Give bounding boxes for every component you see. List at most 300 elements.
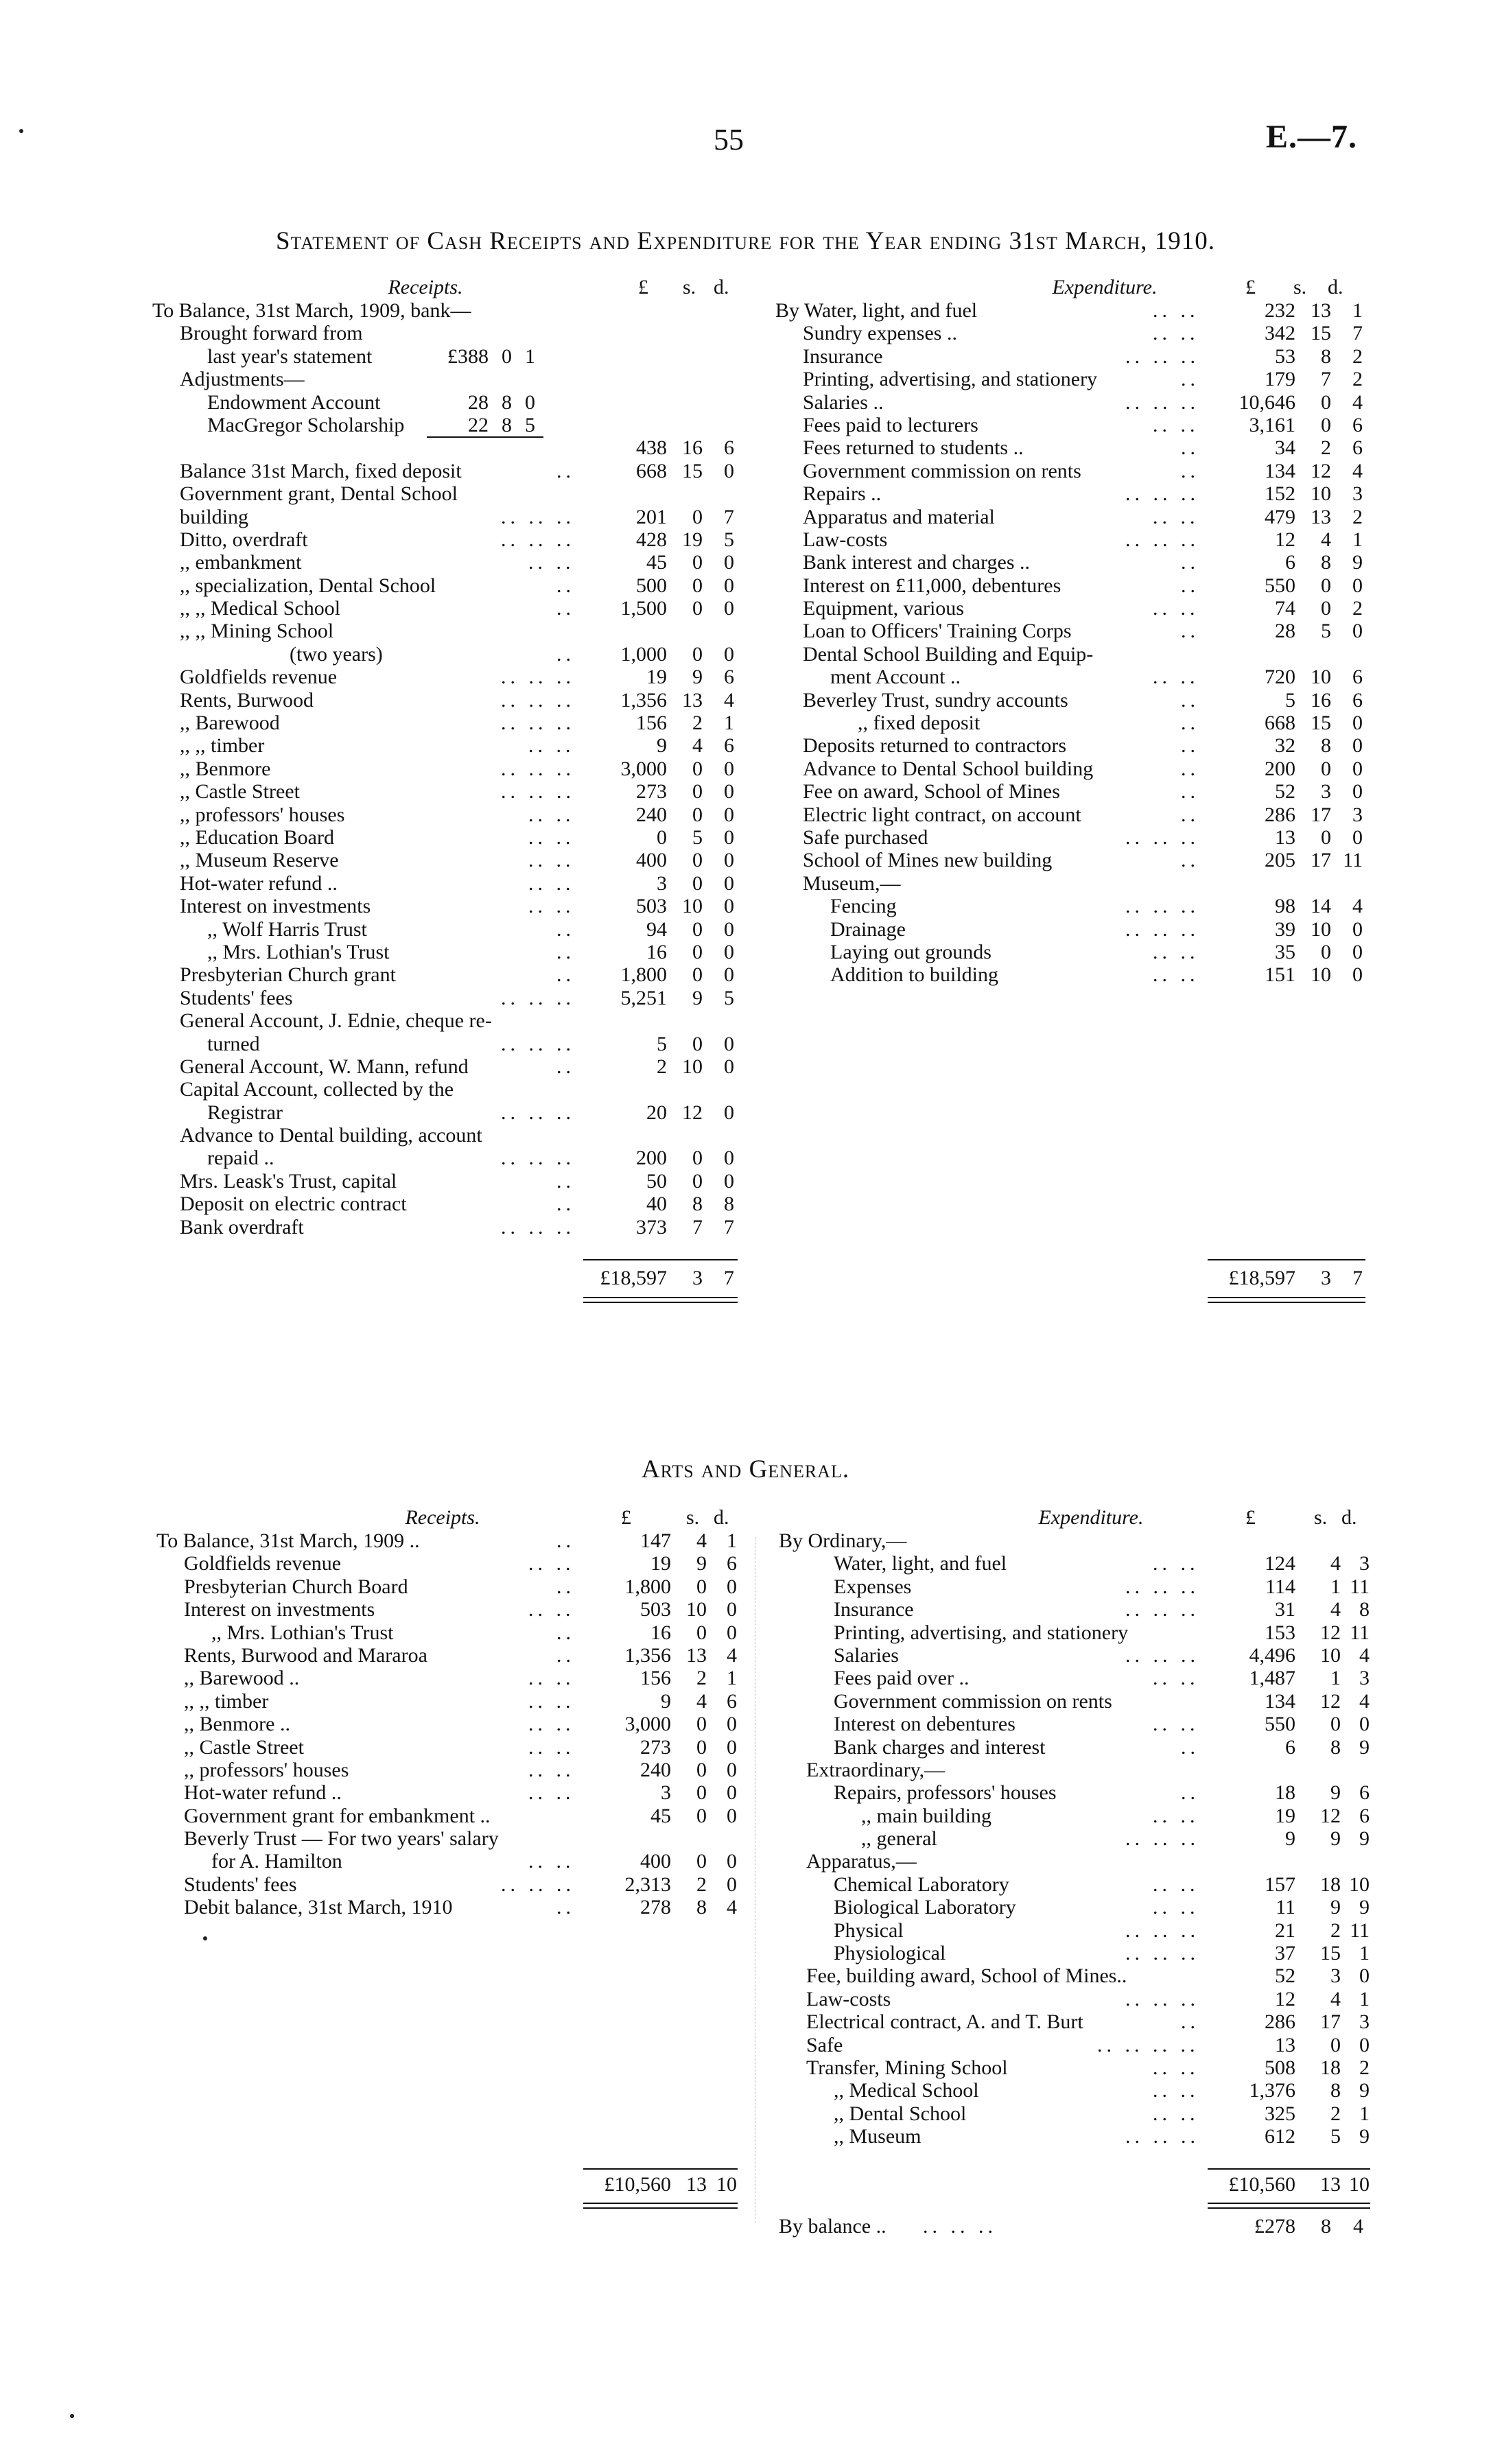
amount-pence: 0	[724, 757, 734, 780]
amount-shillings: 4	[696, 1689, 707, 1713]
entry-label: Students' fees	[184, 1873, 297, 1896]
amount-pence: 1	[724, 712, 734, 735]
ledger-row	[152, 734, 736, 757]
amount-shillings: 17	[1311, 803, 1331, 826]
amount-shillings: 0	[1321, 574, 1331, 597]
amount-pence: 5	[724, 528, 734, 551]
leader-dots: ..	[556, 1055, 575, 1078]
amount-pence: 4	[1352, 390, 1363, 414]
entry-label: ,, professors' houses	[180, 803, 345, 826]
amount-pounds: 3	[657, 871, 667, 895]
entry-label: Safe purchased	[803, 825, 928, 849]
amount-shillings: 0	[1321, 413, 1331, 436]
amount-shillings: 10	[1311, 666, 1331, 689]
leader-dots: ..	[556, 1529, 575, 1552]
total-pounds: £10,560	[604, 2173, 671, 2196]
ledger-row	[156, 1896, 741, 1919]
leader-dots: .. ..	[1153, 2056, 1199, 2079]
entry-label: ,, Dental School	[834, 2102, 967, 2125]
amount-pence: 0	[727, 1850, 737, 1873]
entry-label: Extraordinary,—	[806, 1758, 946, 1781]
entry-label: Rents, Burwood and Mararoa	[184, 1643, 427, 1667]
amount-pounds: 12	[1275, 528, 1295, 551]
amount-pence: 0	[727, 1873, 737, 1896]
ledger-row	[779, 1964, 1370, 1987]
amount-pounds: 9	[1285, 1827, 1295, 1851]
page-number: 55	[714, 123, 744, 156]
amount-shillings: 5	[1321, 620, 1331, 643]
entry-label: Rents, Burwood	[180, 688, 314, 712]
amount-shillings: 0	[1330, 2033, 1341, 2056]
leader-dots: .. .. ..	[501, 528, 575, 551]
amount-pounds: 6	[1285, 1735, 1295, 1759]
amount-pence: 0	[727, 1598, 737, 1621]
entry-label: By Ordinary,—	[779, 1529, 907, 1552]
ledger-row	[779, 1575, 1370, 1598]
ledger-row	[779, 1896, 1370, 1919]
ledger-row	[779, 1827, 1370, 1850]
amount-pence: 1	[1352, 528, 1363, 551]
leader-dots: .. .. ..	[1125, 917, 1199, 941]
leader-dots: .. ..	[1153, 1713, 1199, 1736]
amount-pence: 0	[727, 1713, 737, 1736]
entry-label: Chemical Laboratory	[834, 1873, 1009, 1896]
ledger-row	[152, 1055, 736, 1078]
amount-shillings: 9	[1330, 1896, 1341, 1919]
amount-pence: 6	[1359, 1781, 1370, 1805]
amount-pence: 0	[1359, 2033, 1370, 2056]
entry-label: Equipment, various	[803, 597, 964, 620]
ledger-row	[775, 620, 1365, 642]
entry-label: To Balance, 31st March, 1909 ..	[156, 1529, 420, 1552]
entry-label: Registrar	[207, 1101, 283, 1124]
amount-shillings: 0	[692, 597, 703, 620]
amount-pounds: 19	[646, 666, 667, 689]
amount-pounds: 35	[1275, 940, 1295, 963]
entry-label: By Water, light, and fuel	[775, 299, 978, 322]
ledger-row	[152, 712, 736, 734]
pence-heading: d.	[714, 276, 729, 298]
entry-label: turned	[207, 1032, 260, 1055]
entry-label: Laying out grounds	[830, 940, 991, 963]
entry-label: ,, ,, timber	[180, 734, 265, 758]
amount-pence: 9	[1352, 551, 1363, 574]
leader-dots: .. ..	[1153, 322, 1199, 345]
ledger-row	[156, 1873, 741, 1896]
ledger-row	[152, 895, 736, 917]
amount-shillings: 9	[692, 986, 703, 1009]
entry-label: Electric light contract, on account	[803, 803, 1081, 826]
amount-pence: 11	[1350, 1919, 1370, 1942]
amount-shillings: 0	[692, 963, 703, 987]
ledger-row	[156, 1713, 741, 1735]
entry-label: To Balance, 31st March, 1909, bank—	[152, 299, 471, 322]
amount-pounds: 1,000	[620, 642, 667, 666]
amount-pence: 4	[727, 1643, 737, 1667]
amount-pence: 2	[1352, 368, 1363, 391]
amount-pounds: 12	[1275, 1987, 1295, 2010]
leader-dots: .. ..	[528, 734, 575, 758]
amount-pence: 4	[1359, 1643, 1370, 1667]
leader-dots: .. ..	[1153, 299, 1199, 322]
leader-dots: .. .. ..	[1125, 390, 1199, 414]
amount-shillings: 16	[682, 436, 703, 460]
ledger-row	[152, 368, 736, 390]
entry-label: Printing, advertising, and stationery	[834, 1621, 1129, 1644]
amount-pounds: 325	[1265, 2102, 1295, 2125]
entry-label: Museum,—	[803, 871, 901, 895]
amount-pence: 0	[724, 1101, 734, 1124]
ledger-row	[152, 551, 736, 574]
expenditure-heading: Expenditure.	[1038, 1506, 1144, 1529]
amount-shillings: 2	[696, 1667, 707, 1690]
amount-pence: 0	[727, 1575, 737, 1598]
amount-pounds: 45	[650, 1804, 671, 1827]
ledger-row	[779, 2102, 1370, 2125]
ledger-row	[152, 987, 736, 1009]
leader-dots: .. ..	[528, 895, 575, 918]
leader-dots: .. ..	[1153, 1552, 1199, 1575]
ledger-row	[779, 1919, 1370, 1942]
ledger-row	[775, 391, 1365, 414]
total-shillings: 13	[686, 2173, 707, 2196]
amount-shillings: 0	[1321, 757, 1331, 780]
amount-pounds: 37	[1275, 1942, 1295, 1965]
amount-pence: 0	[1352, 734, 1363, 758]
ledger-row	[156, 1575, 741, 1598]
sub-shillings: 8	[502, 413, 512, 436]
amount-pounds: 1,356	[620, 688, 667, 712]
amount-pounds: 612	[1265, 2125, 1295, 2148]
shillings-heading: s.	[686, 1506, 700, 1529]
total-rule	[1208, 2168, 1370, 2170]
pence-heading: d.	[1328, 276, 1343, 298]
ledger-row	[775, 482, 1365, 505]
ledger-row	[779, 2034, 1370, 2056]
amount-pounds: 147	[640, 1529, 671, 1552]
ledger-row	[775, 551, 1365, 574]
amount-shillings: 12	[1320, 1804, 1341, 1827]
amount-pence: 4	[724, 688, 734, 712]
ledger-row	[779, 1598, 1370, 1621]
entry-label: Government grant, Dental School	[180, 482, 458, 506]
amount-shillings: 8	[696, 1896, 707, 1919]
entry-label: Sundry expenses ..	[803, 322, 957, 345]
amount-pounds: 342	[1265, 322, 1295, 345]
ledger-row	[775, 941, 1365, 963]
entry-label: Fees returned to students ..	[803, 436, 1024, 460]
entry-label: ,, general	[861, 1827, 937, 1851]
leader-dots: .. .. ..	[1125, 528, 1199, 551]
entry-label: last year's statement	[207, 344, 373, 368]
ledger-row	[779, 1781, 1370, 1804]
amount-pounds: 503	[636, 895, 667, 918]
amount-shillings: 0	[692, 917, 703, 941]
amount-shillings: 18	[1320, 1873, 1341, 1896]
amount-shillings: 10	[1320, 1643, 1341, 1667]
entry-label: Students' fees	[180, 986, 293, 1009]
amount-pounds: 21	[1275, 1919, 1295, 1942]
sub-pence: 5	[525, 413, 535, 436]
amount-pence: 2	[1352, 344, 1363, 368]
entry-label: (two years)	[290, 642, 383, 666]
amount-shillings: 12	[682, 1101, 703, 1124]
ledger-row	[775, 849, 1365, 871]
leader-dots: .. ..	[528, 1689, 575, 1713]
amount-pounds: 286	[1265, 803, 1295, 826]
amount-pounds: 9	[657, 734, 667, 758]
amount-pounds: 500	[636, 574, 667, 597]
amount-pounds: 4,496	[1249, 1643, 1295, 1667]
balance-label: By balance ..	[779, 2215, 887, 2238]
entry-label: Fee on award, School of Mines	[803, 780, 1060, 803]
amount-pence: 2	[1352, 505, 1363, 528]
entry-label: Beverly Trust — For two years' salary	[184, 1827, 499, 1851]
amount-pounds: 273	[636, 780, 667, 803]
amount-shillings: 15	[1311, 712, 1331, 735]
leader-dots: .. ..	[528, 849, 575, 872]
leader-dots: .. .. ..	[1125, 1987, 1199, 2010]
ledger-row	[775, 918, 1365, 941]
amount-pence: 6	[1352, 688, 1363, 712]
leader-dots: .. .. ..	[501, 505, 575, 528]
amount-shillings: 2	[1330, 1919, 1341, 1942]
ledger-row	[152, 689, 736, 712]
entry-label: Advance to Dental building, account	[180, 1124, 482, 1147]
entry-label: Drainage	[830, 917, 906, 941]
total-pence: 10	[716, 2173, 737, 2196]
ledger-row	[152, 299, 736, 322]
amount-shillings: 4	[1330, 1598, 1341, 1621]
entry-label: Ditto, overdraft	[180, 528, 308, 551]
leader-dots: .. ..	[528, 803, 575, 826]
amount-pounds: 273	[640, 1735, 671, 1759]
amount-pounds: 503	[640, 1598, 671, 1621]
amount-pounds: 114	[1265, 1575, 1295, 1598]
ledger-row	[779, 2010, 1370, 2033]
ledger-row	[152, 1124, 736, 1147]
ledger-row	[152, 918, 736, 941]
entry-label: Repairs, professors' houses	[834, 1781, 1057, 1805]
amount-pounds: 152	[1265, 482, 1295, 506]
entry-label: ,, fixed deposit	[858, 712, 981, 735]
leader-dots: .. ..	[528, 1781, 575, 1805]
amount-shillings: 1	[1330, 1575, 1341, 1598]
ledger-row	[779, 2125, 1370, 2148]
entry-label: Fees paid to lecturers	[803, 413, 978, 436]
ledger-row	[779, 1529, 1370, 1552]
ledger-row	[152, 322, 736, 344]
leader-dots: .. ..	[528, 551, 575, 574]
entry-label: Transfer, Mining School	[806, 2056, 1008, 2079]
ledger-row	[775, 758, 1365, 780]
entry-label: Apparatus and material	[803, 505, 995, 528]
amount-pounds: 373	[636, 1215, 667, 1239]
amount-pounds: 40	[646, 1193, 667, 1216]
entry-label: Salaries ..	[803, 390, 884, 414]
ledger-row	[779, 2056, 1370, 2079]
amount-pounds: 3,161	[1249, 413, 1295, 436]
leader-dots: .. .. ..	[501, 1147, 575, 1170]
amount-shillings: 9	[696, 1552, 707, 1575]
amount-pounds: 1,376	[1249, 2079, 1295, 2102]
amount-pence: 7	[1352, 322, 1363, 345]
amount-pounds: 205	[1265, 849, 1295, 872]
ledger-row	[775, 666, 1365, 688]
leader-dots: ..	[556, 917, 575, 941]
arts-general-title: Arts and General.	[641, 1455, 850, 1483]
amount-pence: 1	[1359, 2102, 1370, 2125]
amount-shillings: 0	[692, 1032, 703, 1055]
amount-shillings: 4	[1330, 1987, 1341, 2010]
leader-dots: ..	[1181, 688, 1199, 712]
amount-pounds: 5,251	[620, 986, 667, 1009]
ledger-row	[775, 826, 1365, 849]
ledger-row	[779, 2079, 1370, 2102]
amount-pence: 0	[724, 849, 734, 872]
amount-pence: 3	[1359, 2010, 1370, 2034]
entry-label: ,, ,, Medical School	[180, 597, 341, 620]
amount-pounds: 52	[1275, 1964, 1295, 1988]
amount-pence: 1	[1359, 1942, 1370, 1965]
print-speck	[19, 129, 23, 133]
amount-shillings: 2	[1321, 436, 1331, 460]
amount-shillings: 0	[696, 1575, 707, 1598]
amount-pounds: 39	[1275, 917, 1295, 941]
ledger-row	[775, 803, 1365, 826]
amount-pence: 8	[724, 1193, 734, 1216]
entry-label: Loan to Officers' Training Corps	[803, 620, 1072, 643]
amount-pounds: 479	[1265, 505, 1295, 528]
amount-shillings: 0	[696, 1735, 707, 1759]
amount-pence: 11	[1343, 849, 1363, 872]
amount-pence: 7	[724, 505, 734, 528]
amount-shillings: 8	[1321, 344, 1331, 368]
amount-pence: 3	[1352, 482, 1363, 506]
amount-pence: 1	[1359, 1987, 1370, 2010]
amount-pence: 0	[724, 597, 734, 620]
amount-pence: 0	[724, 459, 734, 482]
leader-dots: .. .. ..	[501, 666, 575, 689]
total-pence: 10	[1349, 2173, 1370, 2196]
amount-pence: 0	[727, 1781, 737, 1805]
entry-label: ,, Castle Street	[180, 780, 300, 803]
amount-pounds: 3,000	[624, 1713, 671, 1736]
total-rule	[583, 2168, 738, 2170]
amount-shillings: 12	[1320, 1689, 1341, 1713]
leader-dots: ..	[556, 1643, 575, 1667]
amount-pounds: 200	[636, 1147, 667, 1170]
ledger-row	[152, 1147, 736, 1169]
ledger-row	[156, 1827, 741, 1850]
amount-shillings: 8	[1321, 551, 1331, 574]
total-pounds: £10,560	[1228, 2173, 1295, 2196]
entry-label: Fee, building award, School of Mines..	[806, 1964, 1127, 1988]
receipts-list	[156, 1529, 741, 1919]
entry-label: ,, Medical School	[834, 2079, 979, 2102]
amount-shillings: 0	[692, 1147, 703, 1170]
amount-shillings: 16	[1311, 688, 1331, 712]
ledger-row	[152, 1193, 736, 1215]
amount-pounds: 153	[1265, 1621, 1295, 1644]
print-speck	[70, 2414, 74, 2418]
leader-dots: ..	[556, 642, 575, 666]
amount-pounds: 34	[1275, 436, 1295, 460]
entry-label: Dental School Building and Equip-	[803, 642, 1094, 666]
total-double-rule	[1208, 2203, 1370, 2209]
ledger-row	[779, 1942, 1370, 1964]
pounds-heading: £	[638, 276, 648, 298]
amount-shillings: 17	[1320, 2010, 1341, 2034]
leader-dots: .. .. ..	[501, 986, 575, 1009]
leader-dots: .. ..	[1153, 597, 1199, 620]
ledger-row	[779, 1873, 1370, 1896]
entry-label: Government commission on rents	[803, 459, 1081, 482]
entry-label: Interest on £11,000, debentures	[803, 574, 1061, 597]
leader-dots: .. .. .. ..	[1097, 2033, 1199, 2056]
leader-dots: .. .. ..	[501, 712, 575, 735]
amount-pounds: 668	[636, 459, 667, 482]
leader-dots: ..	[1181, 551, 1199, 574]
statement-title: Statement of Cash Receipts and Expenditure for the Year ending 31st March, 1910.	[275, 227, 1216, 255]
amount-pounds: 156	[636, 712, 667, 735]
entry-label: Apparatus,—	[806, 1850, 917, 1873]
entry-label: Law-costs	[803, 528, 888, 551]
entry-label: Fencing	[830, 895, 897, 918]
amount-pounds: 98	[1275, 895, 1295, 918]
ledger-row	[779, 1850, 1370, 1873]
amount-shillings: 3	[1321, 780, 1331, 803]
leader-dots: .. ..	[1153, 1667, 1199, 1690]
leader-dots: .. .. ..	[923, 2215, 997, 2238]
ledger-row	[779, 1690, 1370, 1713]
ledger-row	[152, 506, 736, 528]
amount-pence: 0	[724, 803, 734, 826]
amount-shillings: 0	[696, 1621, 707, 1644]
total-double-rule	[583, 1297, 738, 1303]
ledger-row	[152, 1033, 736, 1055]
leader-dots: .. ..	[1153, 1896, 1199, 1919]
leader-dots: ..	[556, 1896, 575, 1919]
ledger-row	[779, 1713, 1370, 1735]
ledger-row	[152, 620, 736, 642]
ledger-row	[152, 849, 736, 871]
entry-label: Goldfields revenue	[180, 666, 338, 689]
leader-dots: ..	[556, 1575, 575, 1598]
amount-shillings: 0	[692, 871, 703, 895]
leader-dots: ..	[1181, 368, 1199, 391]
amount-pounds: 240	[640, 1758, 671, 1781]
ledger-row	[779, 1988, 1370, 2010]
entry-label: Adjustments—	[180, 368, 305, 391]
entry-label: Bank overdraft	[180, 1215, 304, 1239]
entry-label: Debit balance, 31st March, 1910	[184, 1896, 453, 1919]
amount-pounds: 550	[1265, 1713, 1295, 1736]
pounds-heading: £	[1245, 276, 1256, 298]
amount-shillings: 2	[696, 1873, 707, 1896]
entry-label: Insurance	[803, 344, 883, 368]
leader-dots: .. ..	[1153, 413, 1199, 436]
leader-dots: .. ..	[1153, 1873, 1199, 1896]
amount-pounds: 428	[636, 528, 667, 551]
amount-pence: 0	[724, 895, 734, 918]
amount-pounds: 1,800	[624, 1575, 671, 1598]
amount-shillings: 15	[682, 459, 703, 482]
amount-pounds: 550	[1265, 574, 1295, 597]
pounds-heading: £	[1245, 1506, 1256, 1529]
entry-label: Physical	[834, 1919, 904, 1942]
amount-pence: 1	[727, 1667, 737, 1690]
